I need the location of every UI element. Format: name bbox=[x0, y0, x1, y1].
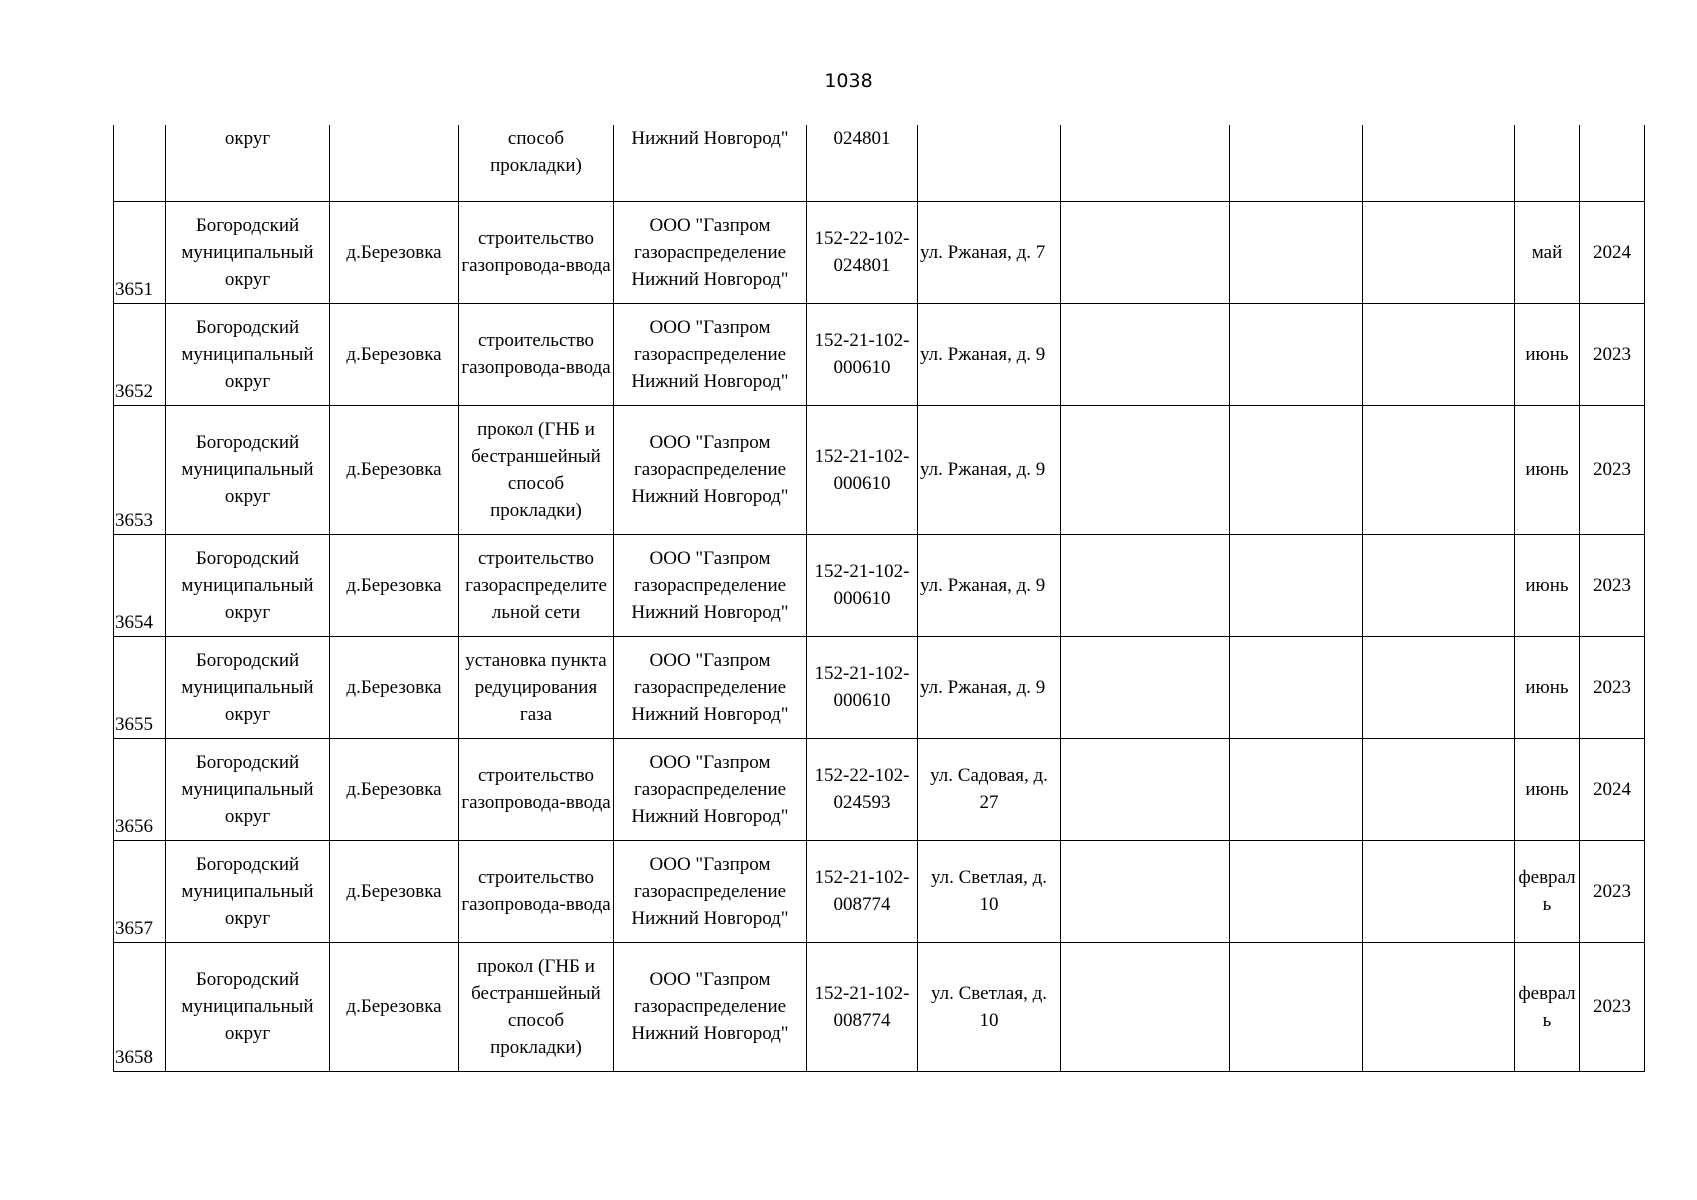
cell-work-type: строительство газопровода-ввода bbox=[459, 201, 614, 303]
cell-empty-1 bbox=[1061, 125, 1230, 201]
cell-num: 3655 bbox=[114, 636, 166, 738]
cell-district: Богородский муниципальный округ bbox=[166, 405, 330, 534]
cell-organization: ООО "Газпром газораспределение Нижний Новгород" bbox=[614, 840, 807, 942]
cell-settlement bbox=[330, 125, 459, 201]
cell-address: ул. Ржаная, д. 7 bbox=[918, 201, 1061, 303]
table-row bbox=[114, 405, 1645, 534]
cell-empty-2 bbox=[1230, 840, 1363, 942]
cell-empty-2 bbox=[1230, 636, 1363, 738]
cell-work-type: установка пункта редуцирования газа bbox=[459, 636, 614, 738]
cell-year: 2024 bbox=[1580, 738, 1645, 840]
cell-permit-no: 152-21-102-008774 bbox=[807, 840, 918, 942]
cell-num bbox=[114, 125, 166, 201]
cell-permit-no: 152-21-102-000610 bbox=[807, 303, 918, 405]
cell-settlement: д.Березовка bbox=[330, 738, 459, 840]
cell-address: ул. Ржаная, д. 9 bbox=[918, 534, 1061, 636]
cell-organization: ООО "Газпром газораспределение Нижний Новгород" bbox=[614, 534, 807, 636]
table-row bbox=[114, 303, 1645, 405]
cell-month: май bbox=[1515, 201, 1580, 303]
cell-district: Богородский муниципальный округ bbox=[166, 303, 330, 405]
cell-work-type: строительство газопровода-ввода bbox=[459, 738, 614, 840]
cell-organization: ООО "Газпром газораспределение Нижний Новгород" bbox=[614, 942, 807, 1071]
cell-num: 3653 bbox=[114, 405, 166, 534]
cell-district: Богородский муниципальный округ bbox=[166, 738, 330, 840]
cell-permit-no: 152-21-102-000610 bbox=[807, 534, 918, 636]
cell-empty-3 bbox=[1363, 840, 1515, 942]
cell-organization: ООО "Газпром газораспределение Нижний Новгород" bbox=[614, 738, 807, 840]
cell-permit-no: 152-21-102-000610 bbox=[807, 636, 918, 738]
cell-year: 2023 bbox=[1580, 534, 1645, 636]
cell-num: 3656 bbox=[114, 738, 166, 840]
table-row-continued bbox=[114, 125, 1645, 201]
cell-organization: ООО "Газпром газораспределение Нижний Новгород" bbox=[614, 405, 807, 534]
cell-empty-2 bbox=[1230, 303, 1363, 405]
cell-empty-3 bbox=[1363, 636, 1515, 738]
cell-settlement: д.Березовка bbox=[330, 636, 459, 738]
cell-address: ул. Садовая, д. 27 bbox=[918, 738, 1061, 840]
cell-organization: ООО "Газпром газораспределение Нижний Новгород" bbox=[614, 636, 807, 738]
cell-organization: Нижний Новгород" bbox=[614, 125, 807, 201]
cell-month: февраль bbox=[1515, 840, 1580, 942]
cell-settlement: д.Березовка bbox=[330, 534, 459, 636]
cell-empty-3 bbox=[1363, 534, 1515, 636]
cell-permit-no: 152-21-102-000610 bbox=[807, 405, 918, 534]
table-row bbox=[114, 636, 1645, 738]
cell-empty-1 bbox=[1061, 534, 1230, 636]
cell-district: Богородский муниципальный округ bbox=[166, 942, 330, 1071]
cell-district: Богородский муниципальный округ bbox=[166, 534, 330, 636]
cell-work-type: прокол (ГНБ и бестраншейный способ прокладки) bbox=[459, 405, 614, 534]
cell-address bbox=[918, 125, 1061, 201]
registry-table bbox=[113, 125, 1645, 1072]
cell-year: 2023 bbox=[1580, 840, 1645, 942]
cell-address: ул. Светлая, д. 10 bbox=[918, 840, 1061, 942]
cell-district: Богородский муниципальный округ bbox=[166, 201, 330, 303]
cell-num: 3658 bbox=[114, 942, 166, 1071]
cell-year: 2023 bbox=[1580, 942, 1645, 1071]
cell-num: 3657 bbox=[114, 840, 166, 942]
table-row bbox=[114, 840, 1645, 942]
cell-empty-1 bbox=[1061, 738, 1230, 840]
cell-settlement: д.Березовка bbox=[330, 942, 459, 1071]
cell-empty-2 bbox=[1230, 125, 1363, 201]
cell-address: ул. Ржаная, д. 9 bbox=[918, 636, 1061, 738]
cell-settlement: д.Березовка bbox=[330, 840, 459, 942]
cell-num: 3651 bbox=[114, 201, 166, 303]
cell-organization: ООО "Газпром газораспределение Нижний Новгород" bbox=[614, 303, 807, 405]
cell-permit-no: 152-22-102-024593 bbox=[807, 738, 918, 840]
cell-district: округ bbox=[166, 125, 330, 201]
cell-empty-1 bbox=[1061, 405, 1230, 534]
cell-empty-1 bbox=[1061, 636, 1230, 738]
cell-address: ул. Ржаная, д. 9 bbox=[918, 405, 1061, 534]
cell-settlement: д.Березовка bbox=[330, 201, 459, 303]
cell-empty-3 bbox=[1363, 125, 1515, 201]
table-body bbox=[114, 125, 1645, 1071]
cell-work-type: способ прокладки) bbox=[459, 125, 614, 201]
cell-empty-1 bbox=[1061, 303, 1230, 405]
table-row bbox=[114, 534, 1645, 636]
cell-num: 3654 bbox=[114, 534, 166, 636]
cell-empty-2 bbox=[1230, 942, 1363, 1071]
cell-address: ул. Светлая, д. 10 bbox=[918, 942, 1061, 1071]
table-row bbox=[114, 201, 1645, 303]
cell-work-type: прокол (ГНБ и бестраншейный способ прокладки) bbox=[459, 942, 614, 1071]
cell-month: июнь bbox=[1515, 534, 1580, 636]
table-row bbox=[114, 738, 1645, 840]
cell-year bbox=[1580, 125, 1645, 201]
cell-work-type: строительство газопровода-ввода bbox=[459, 840, 614, 942]
cell-year: 2024 bbox=[1580, 201, 1645, 303]
cell-empty-3 bbox=[1363, 942, 1515, 1071]
cell-settlement: д.Березовка bbox=[330, 405, 459, 534]
cell-empty-1 bbox=[1061, 840, 1230, 942]
cell-settlement: д.Березовка bbox=[330, 303, 459, 405]
cell-empty-3 bbox=[1363, 303, 1515, 405]
cell-empty-2 bbox=[1230, 534, 1363, 636]
cell-permit-no: 024801 bbox=[807, 125, 918, 201]
cell-month: июнь bbox=[1515, 738, 1580, 840]
cell-year: 2023 bbox=[1580, 303, 1645, 405]
cell-empty-2 bbox=[1230, 405, 1363, 534]
cell-month: февраль bbox=[1515, 942, 1580, 1071]
cell-month: июнь bbox=[1515, 303, 1580, 405]
cell-empty-1 bbox=[1061, 201, 1230, 303]
cell-num: 3652 bbox=[114, 303, 166, 405]
page-number: 1038 bbox=[824, 70, 873, 92]
cell-empty-2 bbox=[1230, 201, 1363, 303]
cell-permit-no: 152-22-102-024801 bbox=[807, 201, 918, 303]
cell-work-type: строительство газораспределительной сети bbox=[459, 534, 614, 636]
cell-work-type: строительство газопровода-ввода bbox=[459, 303, 614, 405]
cell-empty-3 bbox=[1363, 405, 1515, 534]
table-row bbox=[114, 942, 1645, 1071]
cell-empty-1 bbox=[1061, 942, 1230, 1071]
cell-organization: ООО "Газпром газораспределение Нижний Новгород" bbox=[614, 201, 807, 303]
cell-empty-3 bbox=[1363, 201, 1515, 303]
cell-year: 2023 bbox=[1580, 405, 1645, 534]
cell-district: Богородский муниципальный округ bbox=[166, 840, 330, 942]
cell-month bbox=[1515, 125, 1580, 201]
cell-district: Богородский муниципальный округ bbox=[166, 636, 330, 738]
cell-month: июнь bbox=[1515, 405, 1580, 534]
cell-permit-no: 152-21-102-008774 bbox=[807, 942, 918, 1071]
cell-month: июнь bbox=[1515, 636, 1580, 738]
cell-year: 2023 bbox=[1580, 636, 1645, 738]
cell-address: ул. Ржаная, д. 9 bbox=[918, 303, 1061, 405]
cell-empty-2 bbox=[1230, 738, 1363, 840]
cell-empty-3 bbox=[1363, 738, 1515, 840]
